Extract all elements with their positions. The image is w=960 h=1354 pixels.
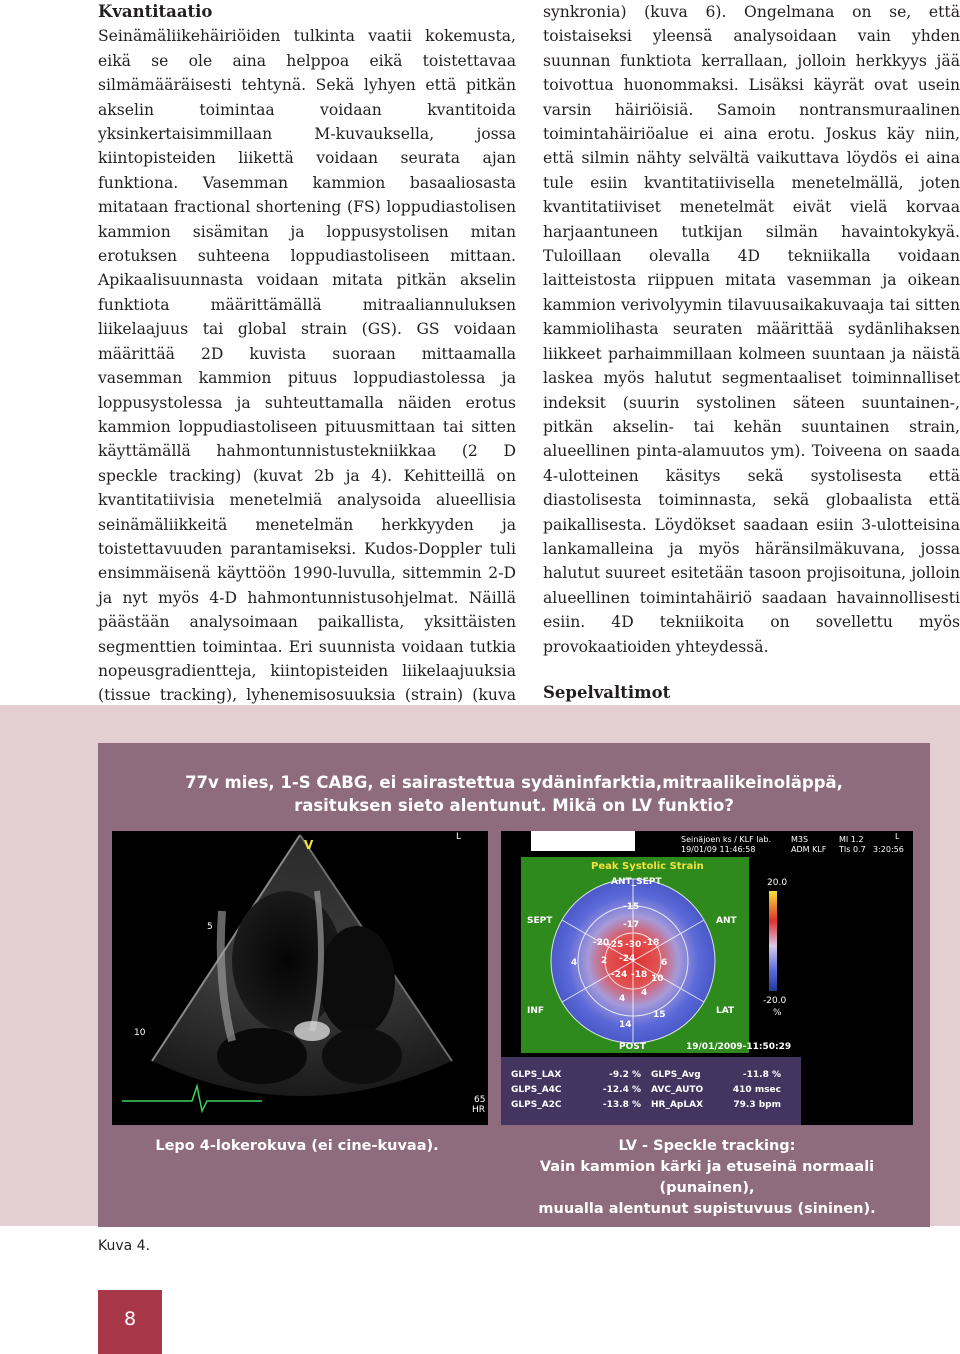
- segment-value: -17: [623, 920, 640, 930]
- figure-title-line: 77v mies, 1-S CABG, ei sairastettua sydäninfarktia,mitraalikeinoläppä,: [185, 773, 843, 792]
- plot-title: Peak Systolic Strain: [591, 861, 704, 872]
- operator-label: ADM KLF: [791, 845, 827, 854]
- stat-label: GLPS_A2C: [511, 1100, 562, 1110]
- segment-value: 6: [661, 958, 668, 968]
- scan-datetime: 19/01/09 11:46:58: [681, 845, 756, 854]
- left-column: [98, 0, 516, 757]
- right-column: [543, 0, 960, 779]
- echo-marker-v: V: [304, 838, 314, 852]
- analysis-date: 19/01/2009-11:50:29: [686, 1042, 792, 1052]
- caption-right: [501, 1136, 913, 1220]
- segment-value: -15: [623, 902, 640, 912]
- body-paragraph: synkronia) (kuva 6). Ongelmana on se, että toistaiseksi yleensä analysoidaan vain yhden suunnan funktiota kerrallaan, jolloin herkkyys jää toivottua huonommaksi. Lisäksi käyrät ovat usein varsin häiriöisiä. Samoin nontransmuraalinen toimintahäiriöalue ei aina erotu. Joskus käy niin, että silmin nähty selvältä vaikuttava löydös ei aina tule esiin kvantitatiivisella menetelmällä, joten kvantitatiiviset menetelmät eivät vielä korvaa harjaantuneen tutkijan silmän havaintokykyä. Tuloillaan olevalla 4D tekniikalla voidaan laitteistosta riippuen mitata vasemman ja oikean kammion verivolyymin tilavuusaikakuvaaja tai sitten kammiolihasta seuraten määrittää sydänlihaksen liikkeet parhaimmillaan kolmeen suuntaan ja näistä laskea myös halutut segmentaaliset toiminnalliset indeksit (suurin systolinen säteen suuntainen-, pitkän akselin- tai kehän suuntainen strain, alueellinen pinta-alamuutos ym). Toiveena on saada 4-ulotteinen käsitys sekä systolisesta että diastolisesta toiminnasta, sekä globaalista että paikallisesta. Löydökset saadaan esiin 3-ulotteisina lankamalleina ja myös häränsilmäkuvana, jossa halutut suureet esitetään tasoon projisoituna, jolloin alueellinen toimintahäiriö saadaan havainnollisesti esiin. 4D tekniikoita on sovellettu myös provokaatioiden yhteydessä.: [543, 3, 960, 656]
- label-ant: ANT: [716, 916, 737, 926]
- segment-value: 15: [653, 1010, 666, 1020]
- timecode: 3:20:56: [873, 845, 904, 854]
- label-sept: SEPT: [527, 916, 553, 926]
- echocardiogram-image: [112, 831, 488, 1125]
- color-scale-bar: [769, 891, 777, 991]
- caption-right-line: LV - Speckle tracking:: [618, 1138, 796, 1154]
- label-inf: INF: [527, 1006, 545, 1016]
- thermal-index: TIs 0.7: [839, 845, 866, 854]
- scale-max: 20.0: [767, 878, 788, 888]
- segment-value: -24: [619, 954, 636, 964]
- section-heading-sepelvaltimot: Sepelvaltimot: [543, 682, 671, 702]
- label-lat: LAT: [716, 1006, 735, 1016]
- segment-value: -18: [643, 938, 660, 948]
- heart-rate-label: HR: [472, 1105, 486, 1115]
- segment-value: -24: [611, 970, 628, 980]
- segment-value: -30: [625, 940, 642, 950]
- segment-value: 14: [619, 1020, 632, 1030]
- stat-value: -9.2 %: [609, 1070, 641, 1080]
- depth-tick-5: 5: [207, 922, 213, 932]
- echo-marker-l: L: [456, 832, 462, 842]
- caption-right-line: Vain kammion kärki ja etuseinä normaali (punainen),: [539, 1159, 875, 1196]
- stat-label: AVC_AUTO: [651, 1085, 704, 1095]
- segment-value: 4: [571, 958, 578, 968]
- probe-label: M3S: [791, 835, 809, 844]
- stat-value: 410 msec: [732, 1085, 781, 1095]
- hospital-name: Seinäjoen ks / KLF lab.: [681, 835, 772, 844]
- corner-marker-l: L: [895, 832, 900, 841]
- caption-left: Lepo 4-lokerokuva (ei cine-kuvaa).: [155, 1138, 439, 1154]
- stat-label: GLPS_LAX: [511, 1070, 562, 1080]
- section-heading-kvantitaatio: Kvantitaatio: [98, 2, 213, 21]
- scale-unit: %: [773, 1008, 782, 1018]
- stat-value: -11.8 %: [742, 1070, 781, 1080]
- figure-title-line: rasituksen sieto alentunut. Mikä on LV funktio?: [294, 796, 734, 815]
- label-ant-sept: ANT_SEPT: [611, 877, 662, 887]
- stat-label: GLPS_Avg: [651, 1070, 701, 1080]
- mechanical-index: MI 1.2: [839, 835, 864, 844]
- scale-min: -20.0: [763, 996, 787, 1006]
- segment-value: -20: [593, 938, 610, 948]
- caption-right-line: muualla alentunut supistuvuus (sininen).: [538, 1201, 876, 1217]
- right-atrium-cavity: [322, 1028, 402, 1084]
- segment-value: -18: [631, 970, 648, 980]
- page-number-tab: [98, 1290, 162, 1354]
- stat-value: -13.8 %: [602, 1100, 641, 1110]
- body-paragraph: Seinämäliikehäiriöiden tulkinta vaatii kokemusta, eikä se ole aina helppoa eikä toistettavaa silmämääräisesti tehtynä. Sekä lyhyen että pitkän akselin toimintaa voidaan kvantitoida yksinkertaisimmillaan M-kuvauksella, jossa kiintopisteiden liikettä voidaan seurata ajan funktiona. Vasemman kammion basaaliosasta mitataan fractional shortening (FS) loppudiastolisen kammion sisämitan ja loppusystolisen mitan erotuksen suhteena loppudiastoliseen mittaan. Apikaalisuunnasta voidaan mitata pitkän akselin funktiota määrittämällä mitraaliannuluksen liikelaajuus tai global strain (GS). GS voidaan määrittää 2D kuvista suoraan mittaamalla vasemman kammion pituus loppudiastolessa ja loppusystolessa ja suhteuttamalla näiden erotus kammion loppudiastoliseen pituusmittaan tai sitten käyttämällä hahmontunnistustekniikkaa (2 D speckle tracking) (kuvat 2b ja 4). Kehitteillä on kvantitatiivisia menetelmiä analysoida alueellisia seinämäliikkeitä menetelmän herkkyyden ja toistettavuuden parantamiseksi. Kudos-Doppler tuli ensimmäisenä käyttöön 1990-luvulla, sittemmin 2-D ja nyt myös 4-D hahmontunnistusohjelmat. Näillä päästään analysoimaan paikallista, yksittäisten segmenttien toimintaa. Eri suunnista voidaan tutkia nopeusgradientteja, kiintopisteiden liikelaajuuksia (tissue tracking), lyhenemisosuuksia (strain) (kuva: [98, 27, 516, 705]
- segment-value: -25: [607, 940, 624, 950]
- right-ventricle-cavity: [319, 926, 395, 1036]
- depth-tick-10: 10: [134, 1028, 146, 1038]
- mitral-prosthesis: [294, 1021, 330, 1041]
- segment-value: 4: [641, 988, 648, 998]
- stat-value: 79.3 bpm: [733, 1100, 781, 1110]
- speckle-tracking-image: [501, 831, 913, 1125]
- page-number: 8: [123, 1308, 137, 1330]
- figure-panel: [98, 743, 930, 1227]
- heart-rate-value: 65: [474, 1095, 486, 1105]
- segment-value: 2: [601, 956, 608, 966]
- stat-label: HR_ApLAX: [651, 1100, 704, 1110]
- stat-label: GLPS_A4C: [511, 1085, 562, 1095]
- stat-value: -12.4 %: [602, 1085, 641, 1095]
- segment-value: 4: [619, 994, 626, 1004]
- figure-label: Kuva 4.: [98, 1238, 151, 1254]
- label-post: POST: [619, 1042, 646, 1052]
- segment-value: 10: [651, 974, 664, 984]
- anonymization-block: [531, 831, 635, 851]
- figure-title: [98, 771, 930, 817]
